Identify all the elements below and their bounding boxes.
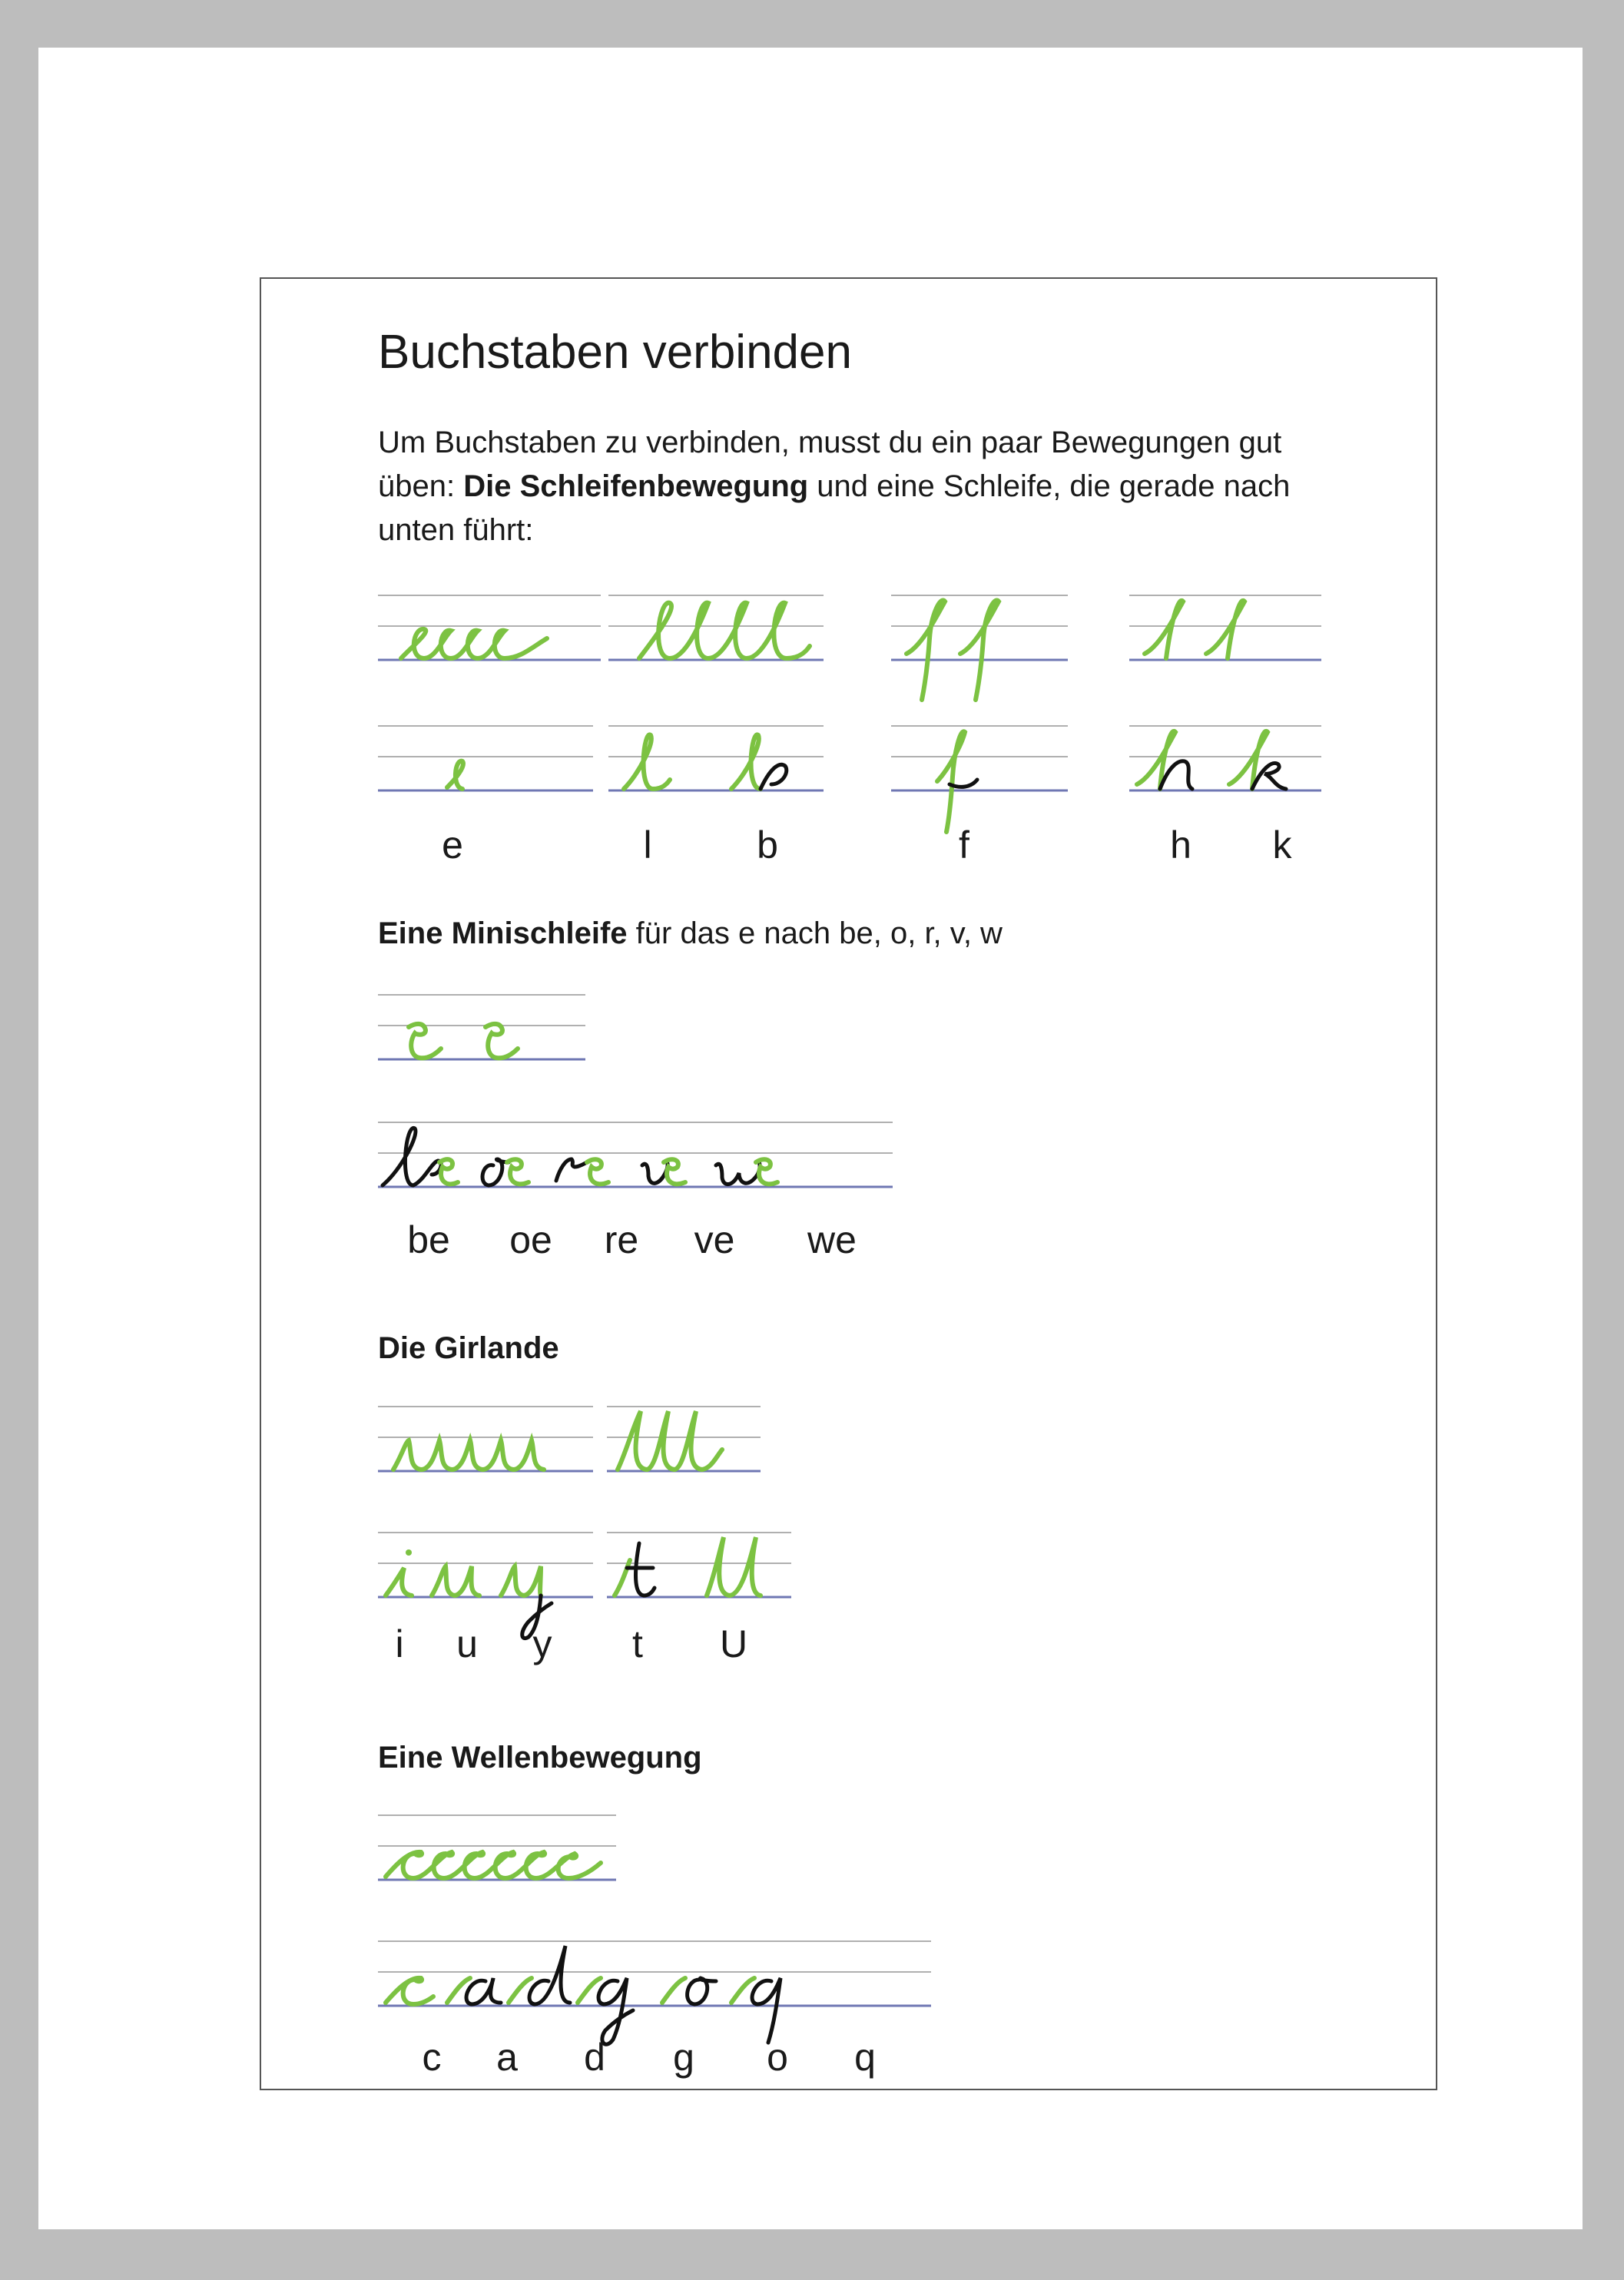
handwriting-practice-field (378, 1529, 593, 1645)
letter-label: y (532, 1622, 552, 1665)
worksheet-frame (260, 277, 1437, 2090)
word-label: oe (509, 1218, 552, 1261)
handwriting-practice-field (378, 723, 593, 807)
heading-minischleife (378, 916, 1003, 951)
letter-label: u (456, 1622, 478, 1665)
intro-part-2: und eine Schleife, die gerade nach unten führt: (378, 469, 1291, 547)
handwriting-practice-field (378, 1812, 616, 1889)
practice-field-e (378, 723, 593, 807)
practice-field-h-k (1129, 723, 1321, 807)
practice-field-t-U (607, 1529, 791, 1606)
word-label: ve (694, 1218, 735, 1261)
practice-field-c-waves (378, 1812, 616, 1889)
handwriting-practice-field (607, 1403, 761, 1480)
letter-label: t (632, 1622, 643, 1665)
letter-label: f (959, 824, 969, 867)
letter-label: d (584, 2036, 605, 2079)
heading-girlande (378, 1331, 559, 1366)
handwriting-practice-field (608, 592, 824, 677)
handwriting-practice-field (378, 992, 585, 1069)
practice-field-f-loops (891, 592, 1068, 708)
practice-field-mini-e (378, 992, 585, 1069)
heading-bold: Eine Minischleife (378, 916, 628, 950)
page-title: Buchstaben verbinden (378, 326, 853, 379)
practice-field-l-b (608, 723, 824, 807)
heading-rest: für das e nach be, o, r, v, w (627, 916, 1003, 950)
heading-bold: Die Girlande (378, 1331, 559, 1365)
handwriting-practice-field (378, 592, 601, 677)
handwriting-practice-field (378, 1403, 593, 1480)
letter-label: e (442, 824, 463, 867)
letter-label: i (395, 1622, 404, 1665)
handwriting-practice-field (608, 723, 824, 807)
heading-bold: Eine Wellenbewegung (378, 1741, 702, 1775)
letter-label: o (767, 2036, 788, 2079)
letter-label: g (673, 2036, 694, 2079)
letter-label: h (1170, 824, 1191, 867)
practice-field-u-garland (378, 1403, 593, 1480)
handwriting-practice-field (378, 1938, 931, 2053)
letter-label: q (854, 2036, 876, 2079)
practice-field-mini-words (378, 1119, 893, 1204)
handwriting-practice-field (891, 592, 1068, 708)
practice-field-f (891, 723, 1068, 838)
practice-field-i-u-y (378, 1529, 593, 1645)
letter-label: l (643, 824, 652, 867)
intro-bold: Die Schleifenbewegung (463, 469, 809, 503)
handwriting-practice-field (378, 1119, 893, 1204)
heading-wellenbewegung (378, 1741, 702, 1775)
handwriting-practice-field (1129, 592, 1321, 677)
handwriting-practice-field (1129, 723, 1321, 807)
intro-text (378, 421, 1361, 552)
letter-label: c (422, 2036, 442, 2079)
letter-label: U (719, 1622, 748, 1665)
letter-label: a (496, 2036, 518, 2079)
handwriting-practice-field (891, 723, 1068, 838)
worksheet-page (38, 48, 1583, 2229)
letter-label: b (757, 824, 778, 867)
practice-field-l-loops (608, 592, 824, 677)
intro-part-1: Um Buchstaben zu verbinden, musst du ein paar Bewegungen gut üben: (378, 426, 1282, 503)
letter-label: k (1272, 824, 1292, 867)
practice-field-h-loops (1129, 592, 1321, 677)
word-label: re (604, 1218, 639, 1261)
word-label: we (807, 1218, 857, 1261)
handwriting-practice-field (607, 1529, 791, 1606)
practice-field-c-a-d-g-o-q (378, 1938, 931, 2053)
word-label: be (407, 1218, 450, 1261)
practice-field-e-loops (378, 592, 601, 677)
practice-field-t-garland (607, 1403, 761, 1480)
